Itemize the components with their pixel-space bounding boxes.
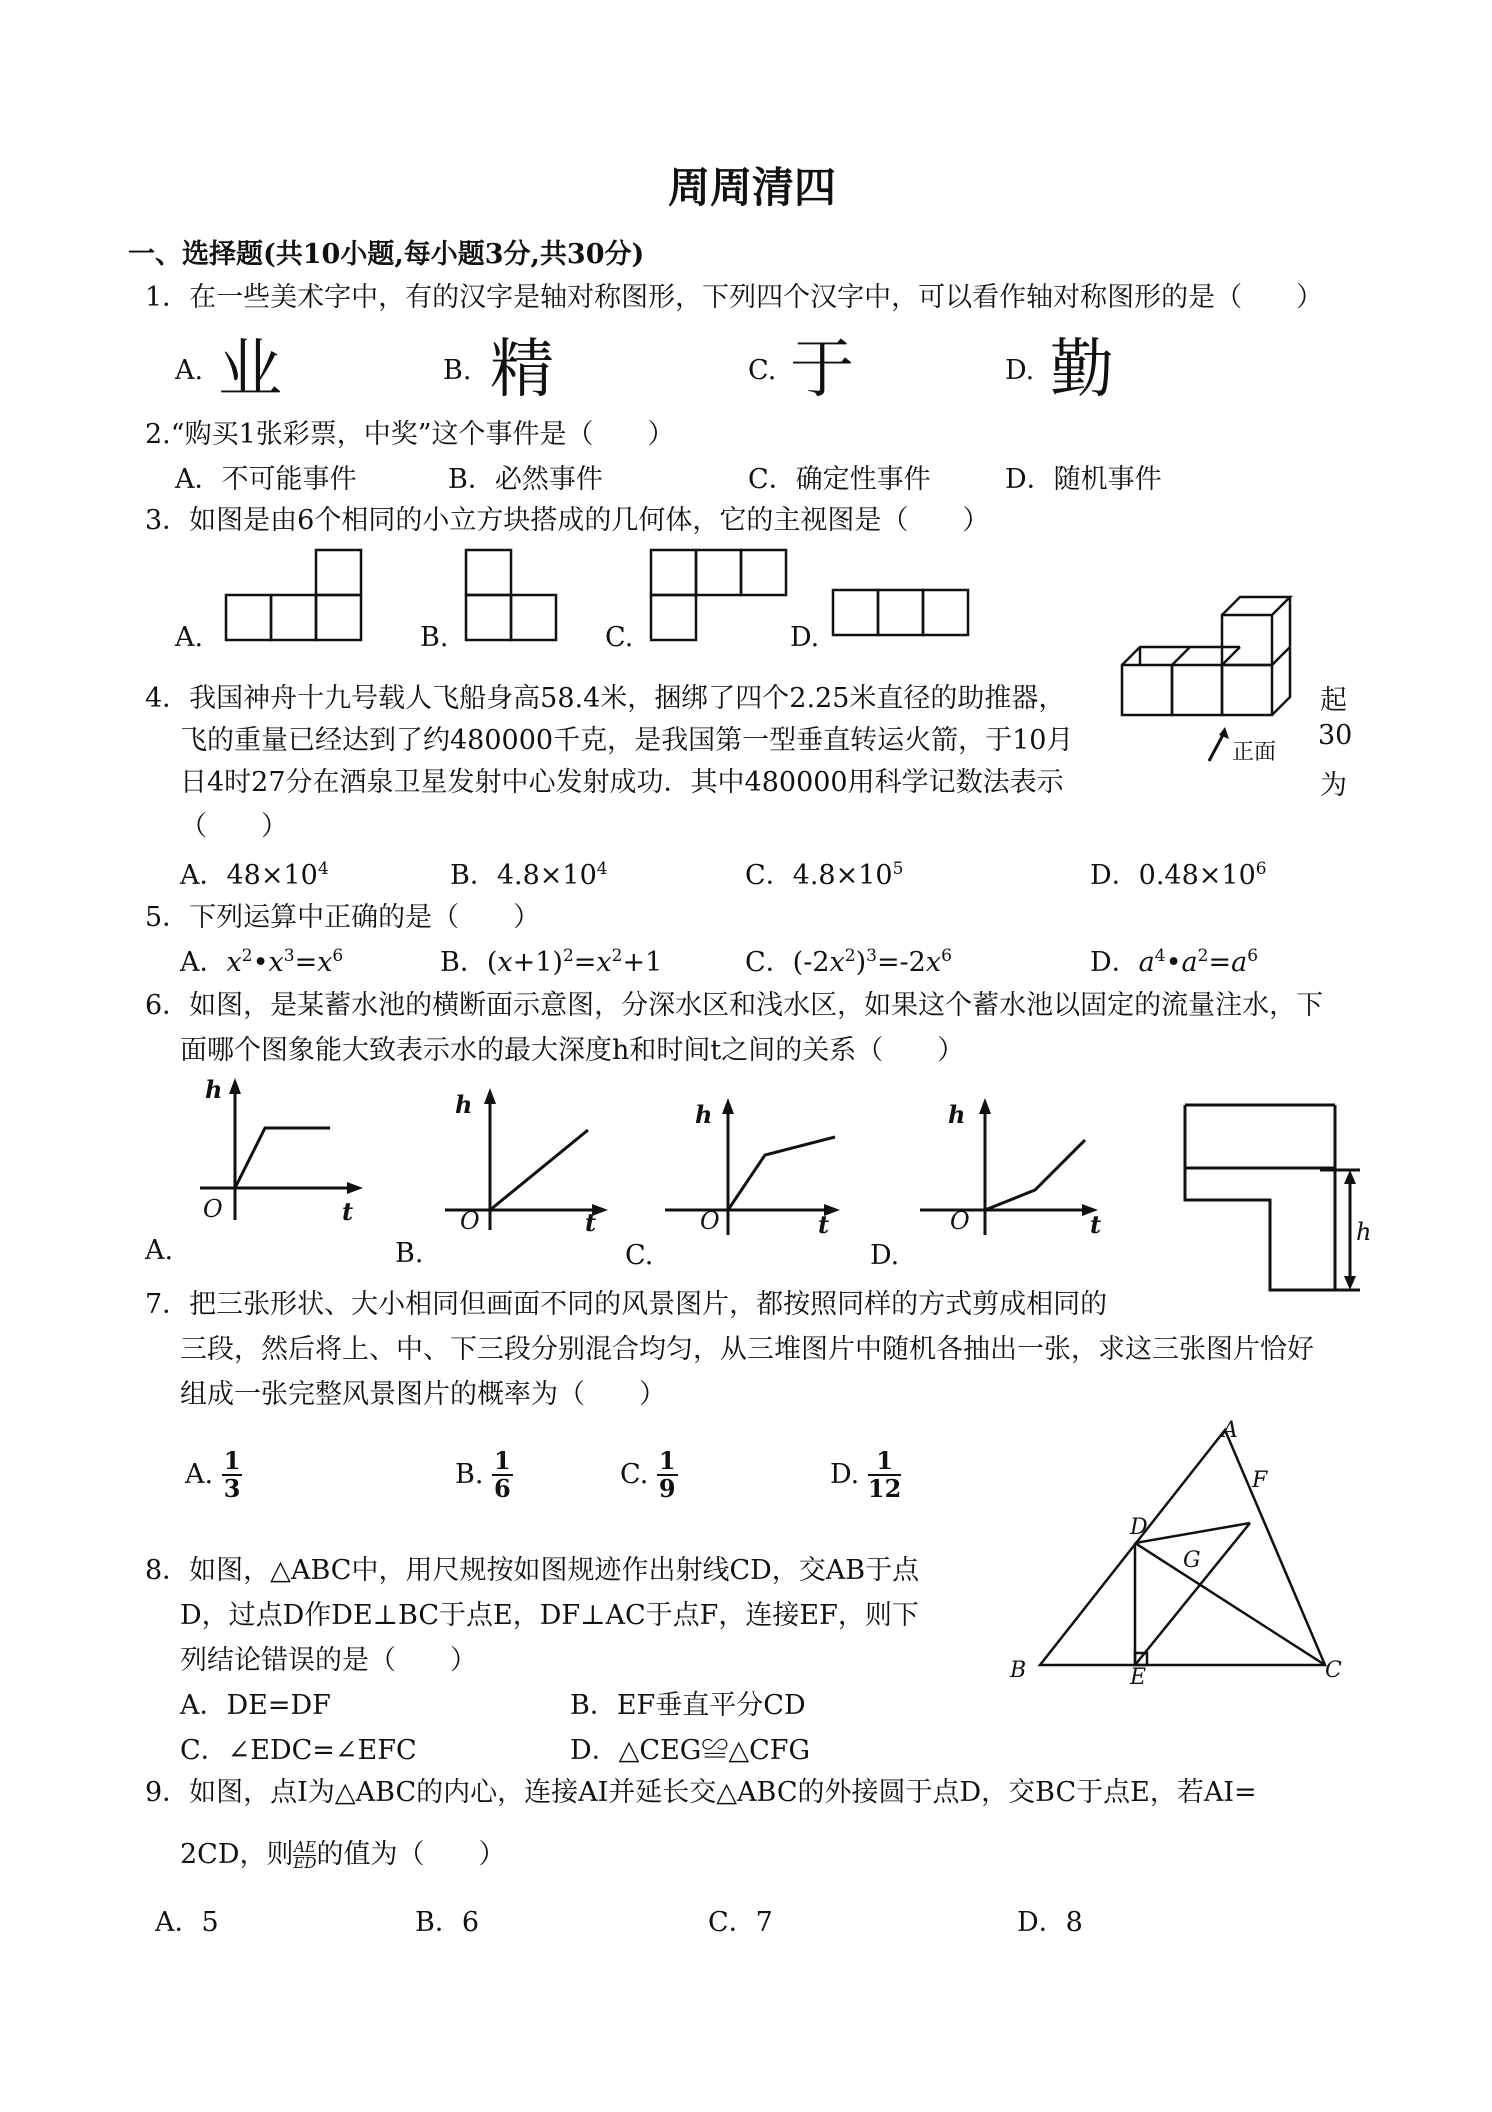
q6-option-d-label: D. bbox=[870, 1240, 900, 1271]
q6-d-axis-h: h bbox=[948, 1100, 966, 1129]
q5-option-d: D．$a^4•a^2=a^6$ bbox=[1090, 946, 1259, 978]
q4-line-2: 飞的重量已经达到了约480000千克，是我国第一型垂直转运火箭，于10月 bbox=[180, 725, 1074, 756]
q4-option-d: D．$0.48\times 10^6$ bbox=[1090, 859, 1267, 891]
q3-front-arrow bbox=[1205, 725, 1235, 765]
q5-option-c: C．$(-2x^2)^3=-2x^6$ bbox=[745, 946, 952, 978]
q6-c-axis-h: h bbox=[695, 1100, 713, 1129]
q3-stem: 3．如图是由6个相同的小立方块搭成的几何体，它的主视图是（ ） bbox=[145, 505, 990, 536]
q9-option-c: C．7 bbox=[708, 1907, 773, 1938]
q5-stem: 5．下列运算中正确的是（ ） bbox=[145, 902, 541, 933]
q2-stem: 2.“购买1张彩票，中奖”这个事件是（ ） bbox=[145, 419, 675, 450]
q7-line-2: 三段，然后将上、中、下三段分别混合均匀，从三堆图片中随机各抽出一张，求这三张图片恰好 bbox=[180, 1334, 1314, 1365]
q8-option-c: C．∠EDC=∠EFC bbox=[180, 1735, 417, 1766]
q1-option-d-label: D. bbox=[1005, 355, 1035, 386]
q4-option-c: C．$4.8\times 10^5$ bbox=[745, 859, 904, 891]
q2-option-a: A．不可能事件 bbox=[175, 464, 357, 495]
q6-line-2: 面哪个图象能大致表示水的最大深度h和时间t之间的关系（ ） bbox=[180, 1035, 965, 1066]
q8-point-g: G bbox=[1183, 1548, 1201, 1573]
q8-option-d: D．△CEG≌△CFG bbox=[570, 1735, 811, 1766]
q7-option-d: D. $\frac{1}{12}$ bbox=[830, 1446, 902, 1504]
q9-option-b: B．6 bbox=[415, 1907, 480, 1938]
q1-option-d-char: 勤 bbox=[1050, 333, 1114, 407]
q2-option-d: D．随机事件 bbox=[1005, 464, 1162, 495]
q9-line-1: 9．如图，点I为△ABC的内心，连接AI并延长交△ABC的外接圆于点D，交BC于点E，若AI= bbox=[145, 1777, 1257, 1808]
q8-line-3: 列结论错误的是（ ） bbox=[180, 1645, 477, 1676]
q1-option-a-char: 业 bbox=[218, 333, 282, 407]
q1-stem: 1．在一些美术字中，有的汉字是轴对称图形，下列四个汉字中，可以看作轴对称图形的是（ ） bbox=[145, 282, 1324, 313]
q6-pool-h-label: h bbox=[1356, 1218, 1372, 1246]
q4-margin-3: 为 bbox=[1320, 770, 1347, 801]
q7-line-3: 组成一张完整风景图片的概率为（ ） bbox=[180, 1379, 666, 1410]
q6-a-axis-t: t bbox=[342, 1197, 354, 1226]
q5-option-a: A．$x^2•x^3=x^6$ bbox=[180, 946, 344, 978]
q7-line-1: 7．把三张形状、大小相同但画面不同的风景图片，都按照同样的方式剪成相同的 bbox=[145, 1289, 1108, 1320]
q8-point-f: F bbox=[1252, 1468, 1268, 1493]
q6-b-axis-h: h bbox=[455, 1090, 473, 1119]
q1-option-a-label: A. bbox=[175, 355, 204, 386]
q6-b-origin: O bbox=[460, 1207, 480, 1235]
q6-graph-d bbox=[910, 1095, 1110, 1245]
q4-line-3: 日4时27分在酒泉卫星发射中心发射成功．其中480000用科学记数法表示 bbox=[180, 767, 1064, 798]
q3-option-b-figure bbox=[465, 548, 565, 644]
q6-line-1: 6．如图，是某蓄水池的横断面示意图，分深水区和浅水区，如果这个蓄水池以固定的流量注水，下 bbox=[145, 990, 1324, 1021]
q9-option-a: A．5 bbox=[155, 1907, 219, 1938]
q6-a-axis-h: h bbox=[205, 1075, 223, 1104]
q1-option-b-label: B. bbox=[443, 355, 472, 386]
q7-option-c: C. $\frac{1}{9}$ bbox=[620, 1446, 676, 1504]
q6-option-c-label: C. bbox=[625, 1240, 654, 1271]
q6-option-a-label: A. bbox=[145, 1235, 174, 1266]
q4-line-1: 4．我国神舟十九号载人飞船身高58.4米，捆绑了四个2.25米直径的助推器， bbox=[145, 683, 1066, 714]
page-title: 周周清四 bbox=[668, 163, 837, 212]
q1-option-b-char: 精 bbox=[490, 333, 554, 407]
q8-point-b: B bbox=[1010, 1658, 1027, 1683]
q1-option-c-char: 于 bbox=[790, 333, 854, 407]
q3-option-b-label: B. bbox=[420, 622, 449, 653]
q3-solid-figure bbox=[1120, 585, 1320, 720]
q3-option-a-figure bbox=[225, 548, 365, 644]
q6-d-origin: O bbox=[950, 1207, 970, 1235]
q4-option-b: B．$4.8\times 10^4$ bbox=[450, 859, 608, 891]
q4-margin-2: 30 bbox=[1318, 720, 1353, 751]
q6-pool-diagram bbox=[1180, 1100, 1380, 1300]
q3-option-a-label: A. bbox=[175, 622, 204, 653]
q6-c-axis-t: t bbox=[818, 1210, 830, 1239]
q6-b-axis-t: t bbox=[585, 1208, 597, 1237]
q3-option-c-label: C. bbox=[605, 622, 634, 653]
q8-triangle-figure bbox=[1010, 1420, 1350, 1680]
q3-option-c-figure bbox=[650, 548, 790, 644]
q2-option-b: B．必然事件 bbox=[448, 464, 603, 495]
q4-option-a: A．$48\times 10^4$ bbox=[180, 859, 329, 891]
q8-option-a: A．DE=DF bbox=[180, 1690, 331, 1721]
q9-line-2: 2CD，则 $\frac{AE}{ED}$ 的值为（ ） bbox=[180, 1838, 506, 1872]
q6-a-origin: O bbox=[203, 1195, 223, 1223]
q7-option-a: A. $\frac{1}{3}$ bbox=[185, 1446, 241, 1504]
q3-front-label: 正面 bbox=[1232, 740, 1277, 765]
q1-option-c-label: C. bbox=[748, 355, 777, 386]
q5-option-b: B．$(x+1)^2=x^2+1$ bbox=[440, 946, 663, 978]
q3-option-d-label: D. bbox=[790, 622, 820, 653]
q6-d-axis-t: t bbox=[1090, 1210, 1102, 1239]
q2-option-c: C．确定性事件 bbox=[748, 464, 931, 495]
q7-option-b: B. $\frac{1}{6}$ bbox=[455, 1446, 511, 1504]
q4-line-4: （ ） bbox=[180, 811, 288, 842]
section-heading: 一、选择题(共10小题,每小题3分,共30分) bbox=[128, 239, 645, 270]
q9-option-d: D．8 bbox=[1017, 1907, 1083, 1938]
q8-point-a: A bbox=[1222, 1418, 1238, 1443]
q8-line-2: D，过点D作DE⊥BC于点E，DF⊥AC于点F，连接EF，则下 bbox=[180, 1600, 919, 1631]
q4-margin-1: 起 bbox=[1320, 685, 1347, 716]
q6-c-origin: O bbox=[700, 1207, 720, 1235]
q8-point-e: E bbox=[1130, 1665, 1147, 1690]
q8-point-d: D bbox=[1130, 1515, 1148, 1540]
q3-option-d-figure bbox=[832, 588, 982, 638]
q8-line-1: 8．如图，△ABC中，用尺规按如图规迹作出射线CD，交AB于点 bbox=[145, 1555, 920, 1586]
q8-option-b: B．EF垂直平分CD bbox=[570, 1690, 806, 1721]
q6-option-b-label: B. bbox=[395, 1238, 424, 1269]
q8-point-c: C bbox=[1325, 1658, 1342, 1683]
